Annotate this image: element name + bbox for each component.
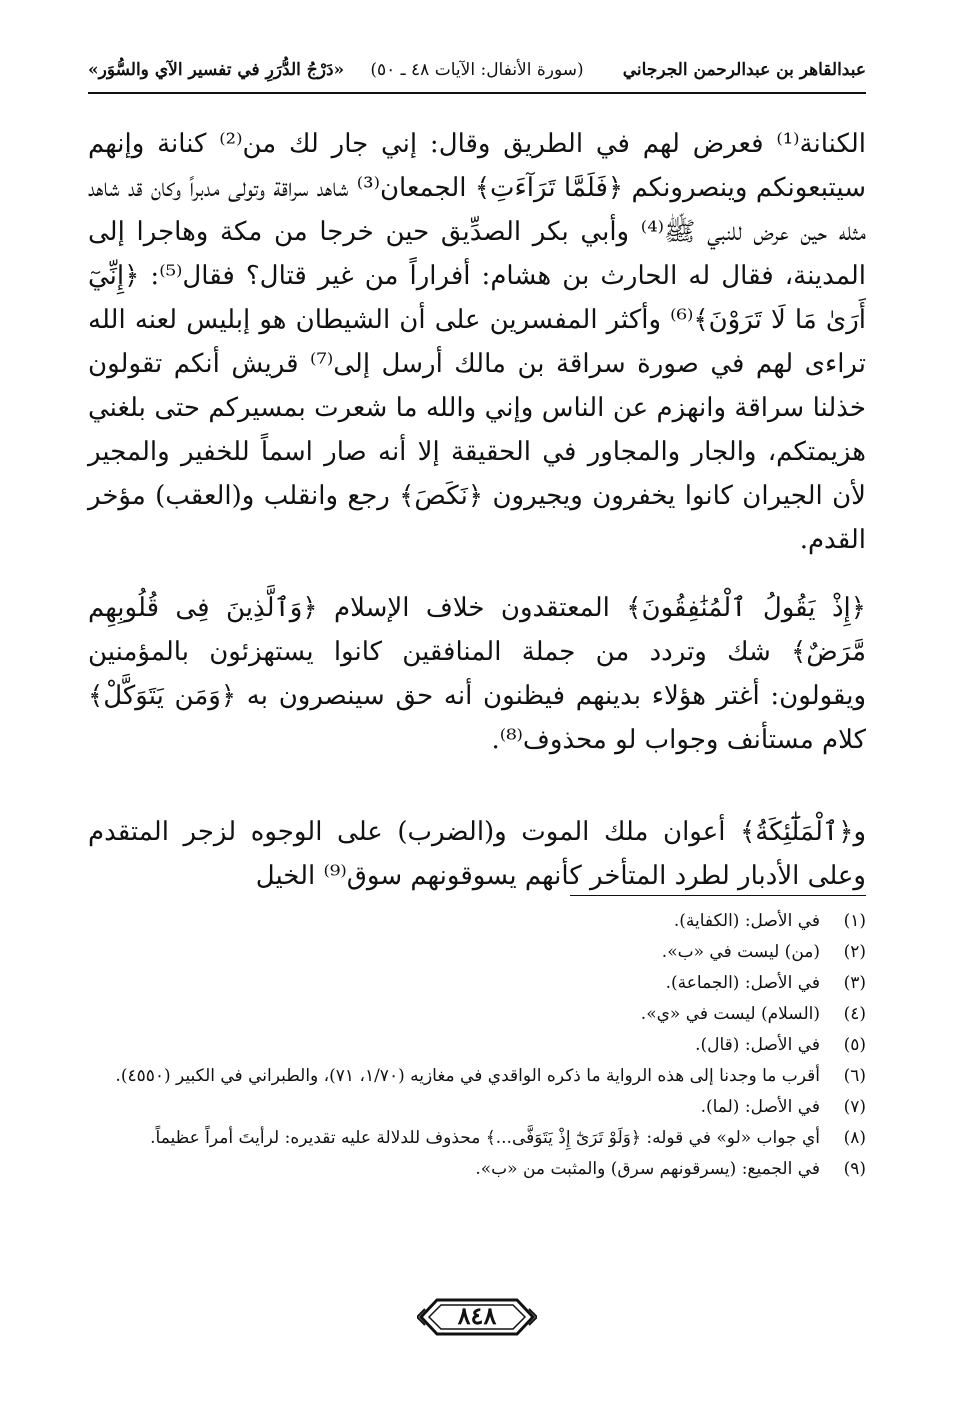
footnote-number: (٦) bbox=[843, 1066, 866, 1086]
paragraph-2: ﴿إِذْ يَقُولُ ٱلْمُنَٰفِقُونَ﴾ المعتقدون خلاف الإسلام ﴿وَٱلَّذِينَ فِى قُلُوبِهِم مَّرَضٌ﴾ شك وتردد من جملة المنافقين كانوا يستهزئون بالمؤمنين ويقولون: أغتر هؤلاء بدينهم فيظنون أنه حق سينصرون به ﴿وَمَن يَتَوَكَّلْ﴾ كلام مستأنف وجواب لو محذوف⁽⁸⁾. bbox=[88, 593, 866, 755]
footnote-text: (السلام) ليست في «ي». bbox=[640, 1004, 820, 1024]
footnote bbox=[88, 1123, 866, 1154]
footnote-separator bbox=[570, 895, 866, 896]
page-number: ٨٤٨ bbox=[457, 1301, 497, 1330]
paragraph-1: الكنانة⁽¹⁾ فعرض لهم في الطريق وقال: إني جار لك من⁽²⁾ كنانة وإنهم سيتبعونكم وينصرونكم ﴿فَلَمَّا تَرَآءَتِ﴾ الجمعان⁽³⁾ شاهد سراقة وتولى مدبراً وكان قد شاهد مثله حين عرض للنبي ﷺ⁽⁴⁾ وأبي بكر الصدِّيق حين خرجا من مكة وهاجرا إلى المدينة، فقال له الحارث بن هشام: أفراراً من غير قتال؟ فقال⁽⁵⁾: ﴿إِنِّيٓ أَرَىٰ مَا لَا تَرَوْنَ﴾⁽⁶⁾ وأكثر المفسرين على أن الشيطان هو إبليس لعنه الله تراءى لهم في صورة سراقة بن مالك أرسل إلى⁽⁷⁾ قريش أنكم تقولون خذلنا سراقة وانهزم عن الناس وإني والله ما شعرت بمسيركم حتى بلغني هزيمتكم، والجار والمجاور في الحقيقة إلا أنه صار اسماً للخفير والمجير لأن الجيران كانوا يخفرون ويجيرون ﴿نَكَصَ﴾ رجع وانقلب و(العقب) مؤخر القدم. bbox=[88, 129, 867, 555]
footnotes bbox=[88, 906, 866, 1185]
footnote-text: أقرب ما وجدنا إلى هذه الرواية ما ذكره الواقدي في مغازيه (١/٧٠، ٧١)، والطبراني في الكبير (٤٥٥٠). bbox=[115, 1066, 820, 1086]
footnote-text: في الأصل: (قال). bbox=[695, 1035, 820, 1055]
footnote bbox=[88, 968, 866, 999]
footnote-number: (٨) bbox=[843, 1128, 866, 1148]
footnote-number: (٧) bbox=[843, 1097, 866, 1117]
footnote-text: (من) ليست في «ب». bbox=[661, 942, 820, 962]
running-header bbox=[88, 52, 866, 94]
paragraph-3: و﴿ٱلْمَلَٰٓئِكَةُ﴾ أعوان ملك الموت و(الضرب) على الوجوه لزجر المتقدم وعلى الأدبار لطرد المتأخر كأنهم يسوقونهم سوق⁽⁹⁾ الخيل bbox=[88, 817, 866, 891]
footnote-number: (٤) bbox=[843, 1004, 866, 1024]
footnote bbox=[88, 1154, 866, 1185]
footnote bbox=[88, 1030, 866, 1061]
footnote bbox=[88, 906, 866, 937]
footnote bbox=[88, 999, 866, 1030]
main-text bbox=[88, 122, 866, 898]
footnote bbox=[88, 1061, 866, 1092]
footnote-number: (٥) bbox=[843, 1035, 866, 1055]
footnote-number: (٩) bbox=[843, 1159, 866, 1179]
header-book-title: «دَرْجُ الدُّرَرِ في تفسير الآي والسُّوَر» bbox=[88, 60, 345, 80]
footnote-number: (٣) bbox=[843, 973, 866, 993]
header-surah-verses: (سورة الأنفال: الآيات ٤٨ ـ ٥٠) bbox=[370, 60, 584, 80]
footnote-text: في الجميع: (يسرقونهم سرق) والمثبت من «ب». bbox=[475, 1159, 820, 1179]
footnote-text: أي جواب «لو» في قوله: ﴿وَلَوْ تَرَىٰٓ إِذْ يَتَوَفَّى...﴾ محذوف للدلالة عليه تقديره: لرأيتَ أمراً عظيماً. bbox=[150, 1128, 820, 1148]
header-author: عبدالقاهر بن عبدالرحمن الجرجاني bbox=[622, 60, 866, 80]
footnote-number: (١) bbox=[843, 911, 866, 931]
footnote-text: في الأصل: (الكفاية). bbox=[673, 911, 820, 931]
footnote bbox=[88, 1092, 866, 1123]
footnote-text: في الأصل: (الجماعة). bbox=[665, 973, 820, 993]
footnote-number: (٢) bbox=[843, 942, 866, 962]
footnote-text: في الأصل: (لما). bbox=[700, 1097, 820, 1117]
footnote bbox=[88, 937, 866, 968]
page-number-ornament bbox=[417, 1292, 537, 1342]
